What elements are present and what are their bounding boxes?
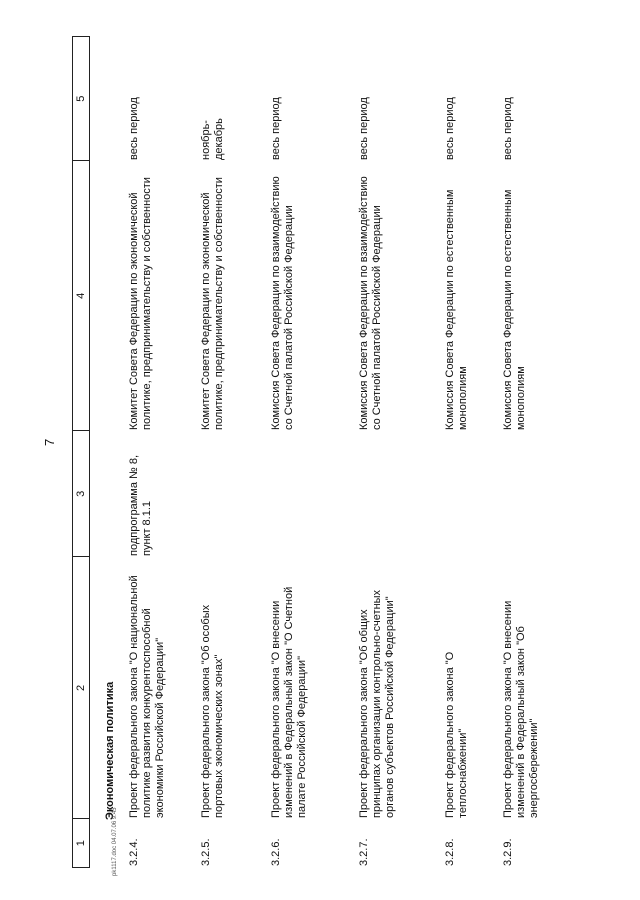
- responsible-body: Комиссия Совета Федерации по естественным монополиям: [444, 189, 469, 430]
- program-reference: [270, 430, 309, 556]
- item-title: Проект федерального закона "Об общих принципах организации контрольно-счетных органов субъектов Российской Федерации": [358, 589, 396, 818]
- item-number: 3.2.9.: [502, 838, 514, 866]
- responsible-body: Комиссия Совета Федерации по естественным монополиям: [502, 189, 527, 430]
- item-title: Проект федерального закона "О внесении изменений в Федеральный закон "О Счетной палате Российской Федерации": [270, 586, 308, 818]
- program-reference: [502, 430, 541, 556]
- period: весь период: [444, 97, 456, 160]
- program-reference: [444, 430, 470, 556]
- rotated-table: [72, 28, 592, 868]
- item-title: Проект федерального закона "О внесении изменений в Федеральный закон "Об энергосбережении": [502, 600, 540, 818]
- period: весь период: [128, 97, 140, 160]
- table-row: [200, 90, 226, 868]
- item-number: 3.2.6.: [270, 838, 282, 866]
- item-number: 3.2.7.: [358, 838, 370, 866]
- table-row: [444, 90, 470, 868]
- column-header: 2: [73, 557, 89, 819]
- table-row: [270, 90, 309, 868]
- responsible-body: Комиссия Совета Федерации по взаимодействию со Счетной палатой Российской Федерации: [270, 176, 295, 430]
- table-row: [502, 90, 541, 868]
- column-header: 1: [73, 818, 89, 867]
- period: весь период: [358, 97, 370, 160]
- table-row: [358, 90, 397, 868]
- period: весь период: [270, 97, 282, 160]
- item-number: 3.2.5.: [200, 838, 212, 866]
- footer-filename: pk1117.doc 04.07.06 9:45: [112, 807, 118, 876]
- responsible-body: Комиссия Совета Федерации по взаимодействию со Счетной палатой Российской Федерации: [358, 176, 383, 430]
- column-header: 5: [75, 95, 87, 102]
- column-header: 3: [73, 430, 89, 556]
- column-header: 4: [73, 160, 89, 430]
- item-number: 3.2.4.: [128, 838, 140, 866]
- program-reference: подпрограмма № 8, пункт 8.1.1: [128, 454, 153, 556]
- responsible-body: Комитет Совета Федерации по экономической политике, предпринимательству и собственности: [200, 177, 225, 430]
- responsible-body: Комитет Совета Федерации по экономической политике, предпринимательству и собственности: [128, 177, 153, 430]
- item-title: Проект федерального закона "Об особых портовых экономических зонах": [200, 604, 225, 818]
- table-header: [72, 36, 90, 868]
- page-number: 7: [42, 438, 57, 446]
- program-reference: [200, 430, 226, 556]
- period: ноябрь-декабрь: [200, 118, 225, 160]
- item-number: 3.2.8.: [444, 838, 456, 866]
- table-row: [128, 90, 167, 868]
- item-title: Проект федерального закона "О теплоснабжении": [444, 651, 469, 818]
- item-title: Проект федерального закона "О национальной политике развития конкурентоспособной экономики Российской Федерации": [128, 575, 166, 818]
- section-title: Экономическая политика: [104, 681, 116, 820]
- program-reference: [358, 430, 397, 556]
- period: весь период: [502, 97, 514, 160]
